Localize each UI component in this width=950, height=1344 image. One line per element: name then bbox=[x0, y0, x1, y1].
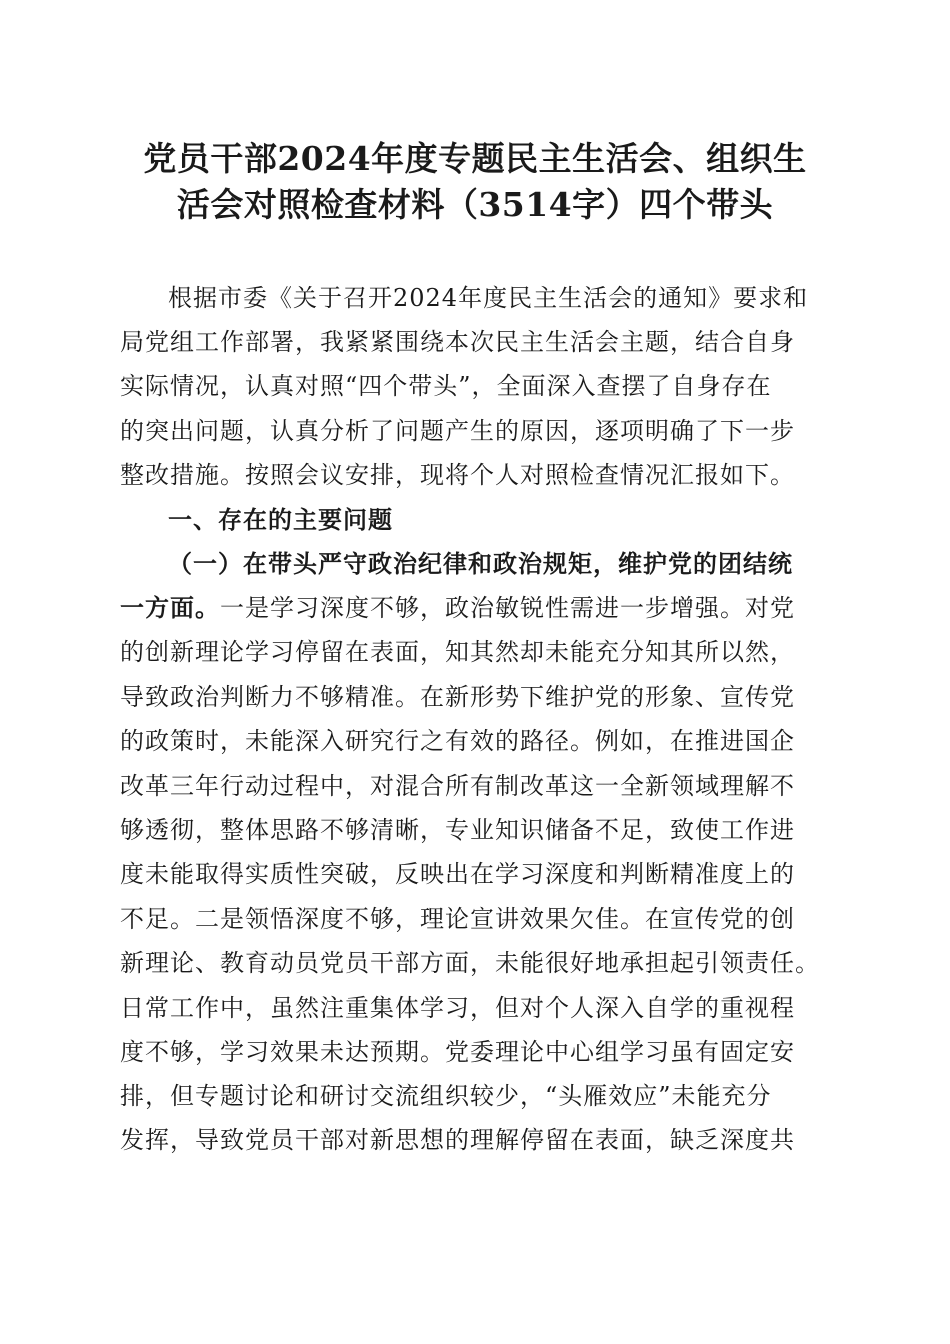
intro-line-2: 局党组工作部署，我紧紧围绕本次民主生活会主题，结合自身 bbox=[120, 328, 795, 356]
intro-line-4: 的突出问题，认真分析了问题产生的原因，逐项明确了下一步 bbox=[120, 417, 795, 445]
body-line-8: 不足。二是领悟深度不够，理论宣讲效果欠佳。在宣传党的创 bbox=[120, 905, 795, 933]
body-line-1 bbox=[120, 586, 840, 630]
section-heading: 一、存在的主要问题 bbox=[168, 505, 393, 534]
body-line-12: 排，但专题讨论和研讨交流组织较少，“头雁效应”未能充分 bbox=[120, 1082, 772, 1110]
intro-line-5: 整改措施。按照会议安排，现将个人对照检查情况汇报如下。 bbox=[120, 461, 795, 489]
body-line-10: 日常工作中，虽然注重集体学习，但对个人深入自学的重视程 bbox=[120, 994, 795, 1022]
body-line-11: 度不够，学习效果未达预期。党委理论中心组学习虽有固定安 bbox=[120, 1038, 795, 1066]
intro-line-1: 根据市委《关于召开2024年度民主生活会的通知》要求和 bbox=[168, 284, 809, 312]
body-line-1-text: 一是学习深度不够，政治敏锐性需进一步增强。对党 bbox=[220, 594, 795, 622]
body-line-7: 度未能取得实质性突破，反映出在学习深度和判断精准度上的 bbox=[120, 860, 795, 888]
title-line-1: 党员干部2024年度专题民主生活会、组织生 bbox=[143, 139, 807, 178]
body-line-13: 发挥，导致党员干部对新思想的理解停留在表面，缺乏深度共 bbox=[120, 1126, 795, 1154]
document-title bbox=[100, 136, 850, 228]
subsection-heading-end: 一方面。 bbox=[120, 593, 220, 622]
intro-line-3: 实际情况，认真对照“四个带头”，全面深入查摆了自身存在 bbox=[120, 372, 772, 400]
body-line-2: 的创新理论学习停留在表面，知其然却未能充分知其所以然， bbox=[120, 638, 795, 666]
title-line-2: 活会对照检查材料（3514字）四个带头 bbox=[176, 185, 774, 224]
subsection-heading: （一）在带头严守政治纪律和政治规矩，维护党的团结统 bbox=[168, 549, 793, 578]
body-line-5: 改革三年行动过程中，对混合所有制改革这一全新领域理解不 bbox=[120, 772, 795, 800]
body-line-9: 新理论、教育动员党员干部方面，未能很好地承担起引领责任。 bbox=[120, 949, 820, 977]
body-line-3: 导致政治判断力不够精准。在新形势下维护党的形象、宣传党 bbox=[120, 683, 795, 711]
body-line-6: 够透彻，整体思路不够清晰，专业知识储备不足，致使工作进 bbox=[120, 816, 795, 844]
body-line-4: 的政策时，未能深入研究行之有效的路径。例如，在推进国企 bbox=[120, 727, 795, 755]
